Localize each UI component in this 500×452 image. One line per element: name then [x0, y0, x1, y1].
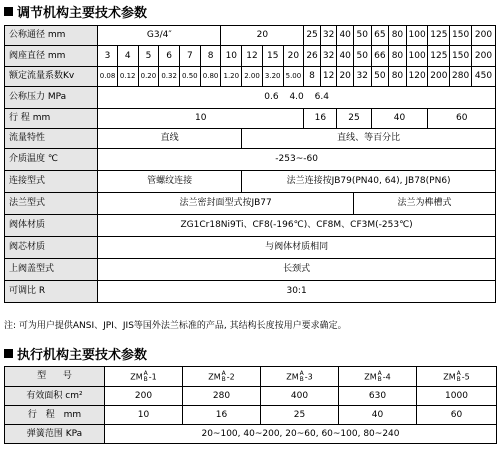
fraction-top: A: [377, 369, 382, 377]
section2-heading: [4, 344, 147, 363]
table-cell: 50: [353, 26, 371, 46]
model-prefix: ZM: [364, 372, 377, 381]
table-cell: 8: [200, 46, 221, 67]
connection-row: [5, 171, 496, 193]
fraction-bottom: B: [456, 375, 461, 383]
table-cell: 200: [428, 67, 450, 87]
section2-title: 执行机构主要技术参数: [17, 348, 148, 363]
table-cell: 65: [371, 26, 389, 46]
table-cell: 40: [337, 46, 354, 67]
table-cell: 法兰连接按JB79(PN40, 64), JB78(PN6): [242, 171, 496, 193]
table-cell: 与阀体材质相同: [98, 237, 496, 259]
table-cell: 50: [371, 67, 389, 87]
stroke-row: [5, 109, 496, 129]
table-cell: 125: [428, 26, 450, 46]
table-cell: 长颈式: [98, 259, 496, 281]
table-cell: 100: [406, 46, 428, 67]
table-cell: 0.50: [179, 67, 200, 87]
table-cell: 7: [179, 46, 200, 67]
spring-label: 弹簧范围 KPa: [5, 425, 105, 444]
table-cell: 12: [242, 46, 263, 67]
core-material-row: [5, 237, 496, 259]
table-cell: 4: [117, 46, 138, 67]
table-cell: 1.20: [221, 67, 242, 87]
bonnet-row: [5, 259, 496, 281]
table-cell: 法兰为榫槽式: [353, 193, 495, 215]
body-material-label: 阀体材质: [5, 215, 98, 237]
model-cell: [183, 367, 261, 387]
table-cell: 2.00: [242, 67, 263, 87]
fraction-top: A: [143, 369, 148, 377]
fraction-bottom: B: [377, 375, 382, 383]
area-row: [5, 387, 497, 406]
table-cell: 32: [320, 26, 337, 46]
model-prefix: ZM: [443, 372, 456, 381]
table-cell: 0.08: [98, 67, 118, 87]
table-cell: 15: [262, 46, 283, 67]
model-fraction: [457, 371, 461, 383]
table-cell: 20~100, 40~200, 20~60, 60~100, 80~240: [105, 425, 497, 444]
model-fraction: [144, 371, 148, 383]
flange-row: [5, 193, 496, 215]
table-cell: 630: [339, 387, 417, 406]
flow-char-label: 流量特性: [5, 129, 98, 149]
table-cell: 10: [221, 46, 242, 67]
table-cell: 0.12: [117, 67, 138, 87]
table-cell: 20: [283, 46, 304, 67]
body-material-row: [5, 215, 496, 237]
table-cell: 1000: [417, 387, 497, 406]
section1-title: 调节机构主要技术参数: [17, 6, 148, 21]
table-cell: 5: [138, 46, 159, 67]
pressure-row: [5, 87, 496, 109]
connection-label: 连接型式: [5, 171, 98, 193]
table-cell: -253~-60: [98, 149, 496, 171]
bullet-square-icon: [4, 349, 13, 358]
stroke2-label: 行 程 mm: [5, 406, 105, 425]
table-cell: 5.00: [283, 67, 304, 87]
fraction-bottom: B: [299, 375, 304, 383]
table-cell: 125: [428, 46, 450, 67]
model-fraction: [378, 371, 382, 383]
valve-spec-table: [4, 25, 496, 303]
table-cell: 法兰密封面型式按JB77: [98, 193, 354, 215]
model-suffix: -5: [461, 372, 470, 381]
bonnet-label: 上阀盖型式: [5, 259, 98, 281]
model-cell: [417, 367, 497, 387]
flow-kv-label: 额定流量系数Kv: [5, 67, 98, 87]
table-cell: 60: [417, 406, 497, 425]
nominal-diameter-label: 公称通径 mm: [5, 26, 98, 46]
table-cell: 25: [337, 109, 371, 129]
table-cell: 40: [371, 109, 428, 129]
table-cell: 400: [261, 387, 339, 406]
seat-diameter-row: [5, 46, 496, 67]
model-fraction: [300, 371, 304, 383]
model-fraction: [222, 371, 226, 383]
stroke2-row: [5, 406, 497, 425]
table-cell: 0.32: [159, 67, 180, 87]
table-cell: 200: [105, 387, 183, 406]
table-cell: 3.20: [262, 67, 283, 87]
table-cell: 100: [406, 26, 428, 46]
temperature-label: 介质温度 ℃: [5, 149, 98, 171]
table-cell: 30:1: [98, 281, 496, 303]
model-suffix: -4: [382, 372, 391, 381]
range-ratio-row: [5, 281, 496, 303]
model-cell: [105, 367, 183, 387]
table-cell: 150: [450, 46, 472, 67]
table-cell: 66: [371, 46, 389, 67]
model-cell: [339, 367, 417, 387]
table-cell: 10: [98, 109, 304, 129]
table-cell: 管螺纹连接: [98, 171, 242, 193]
table-cell: ZG1Cr18Ni9Ti、CF8(-196℃)、CF8M、CF3M(-253℃): [98, 215, 496, 237]
table-cell: 0.80: [200, 67, 221, 87]
table-cell: 直线: [98, 129, 242, 149]
nominal-diameter-row: [5, 26, 496, 46]
table-cell: 32: [320, 46, 337, 67]
footnote: 注: 可为用户提供ANSI、JPI、JIS等国外法兰标准的产品, 其结构长度按用户要求确定。: [4, 321, 347, 331]
table-cell: 200: [471, 26, 495, 46]
table-cell: 450: [471, 67, 495, 87]
table-cell: 280: [450, 67, 472, 87]
fraction-top: A: [299, 369, 304, 377]
table-cell: 20: [337, 67, 354, 87]
table-cell: 60: [428, 109, 496, 129]
model-prefix: ZM: [208, 372, 221, 381]
table-cell: 16: [183, 406, 261, 425]
model-row: [5, 367, 497, 387]
table-cell: 0.20: [138, 67, 159, 87]
table-cell: 12: [320, 67, 337, 87]
core-material-label: 阀芯材质: [5, 237, 98, 259]
table-cell: 200: [471, 46, 495, 67]
fraction-bottom: B: [143, 375, 148, 383]
model-suffix: -2: [226, 372, 235, 381]
table-cell: 16: [304, 109, 337, 129]
flow-kv-row: [5, 67, 496, 87]
table-cell: 10: [105, 406, 183, 425]
table-cell: 32: [353, 67, 371, 87]
pressure-label: 公称压力 MPa: [5, 87, 98, 109]
flow-char-row: [5, 129, 496, 149]
table-cell: 0.6 4.0 6.4: [98, 87, 496, 109]
table-cell: 150: [450, 26, 472, 46]
table-cell: G3/4″: [98, 26, 221, 46]
table-cell: 120: [406, 67, 428, 87]
table-cell: 80: [389, 46, 407, 67]
model-suffix: -1: [148, 372, 157, 381]
table-cell: 80: [389, 67, 407, 87]
flange-label: 法兰型式: [5, 193, 98, 215]
table-cell: 25: [261, 406, 339, 425]
table-cell: 6: [159, 46, 180, 67]
section1-heading: [4, 2, 147, 21]
table-cell: 80: [389, 26, 407, 46]
table-cell: 26: [304, 46, 321, 67]
fraction-bottom: B: [221, 375, 226, 383]
table-cell: 40: [337, 26, 354, 46]
actuator-spec-table: [4, 366, 497, 444]
table-cell: 直线、等百分比: [242, 129, 496, 149]
model-prefix: ZM: [286, 372, 299, 381]
model-label: 型 号: [5, 367, 105, 387]
table-cell: 25: [304, 26, 321, 46]
spring-row: [5, 425, 497, 444]
model-prefix: ZM: [130, 372, 143, 381]
fraction-top: A: [456, 369, 461, 377]
model-suffix: -3: [304, 372, 313, 381]
stroke-label: 行 程 mm: [5, 109, 98, 129]
table-cell: 8: [304, 67, 321, 87]
table-cell: 40: [339, 406, 417, 425]
area-label: 有效面积 cm²: [5, 387, 105, 406]
table-cell: 280: [183, 387, 261, 406]
bullet-square-icon: [4, 7, 13, 16]
range-ratio-label: 可调比 R: [5, 281, 98, 303]
temperature-row: [5, 149, 496, 171]
table-cell: 50: [353, 46, 371, 67]
table-cell: 20: [221, 26, 304, 46]
table-cell: 3: [98, 46, 118, 67]
fraction-top: A: [221, 369, 226, 377]
model-cell: [261, 367, 339, 387]
seat-diameter-label: 阀座直径 mm: [5, 46, 98, 67]
